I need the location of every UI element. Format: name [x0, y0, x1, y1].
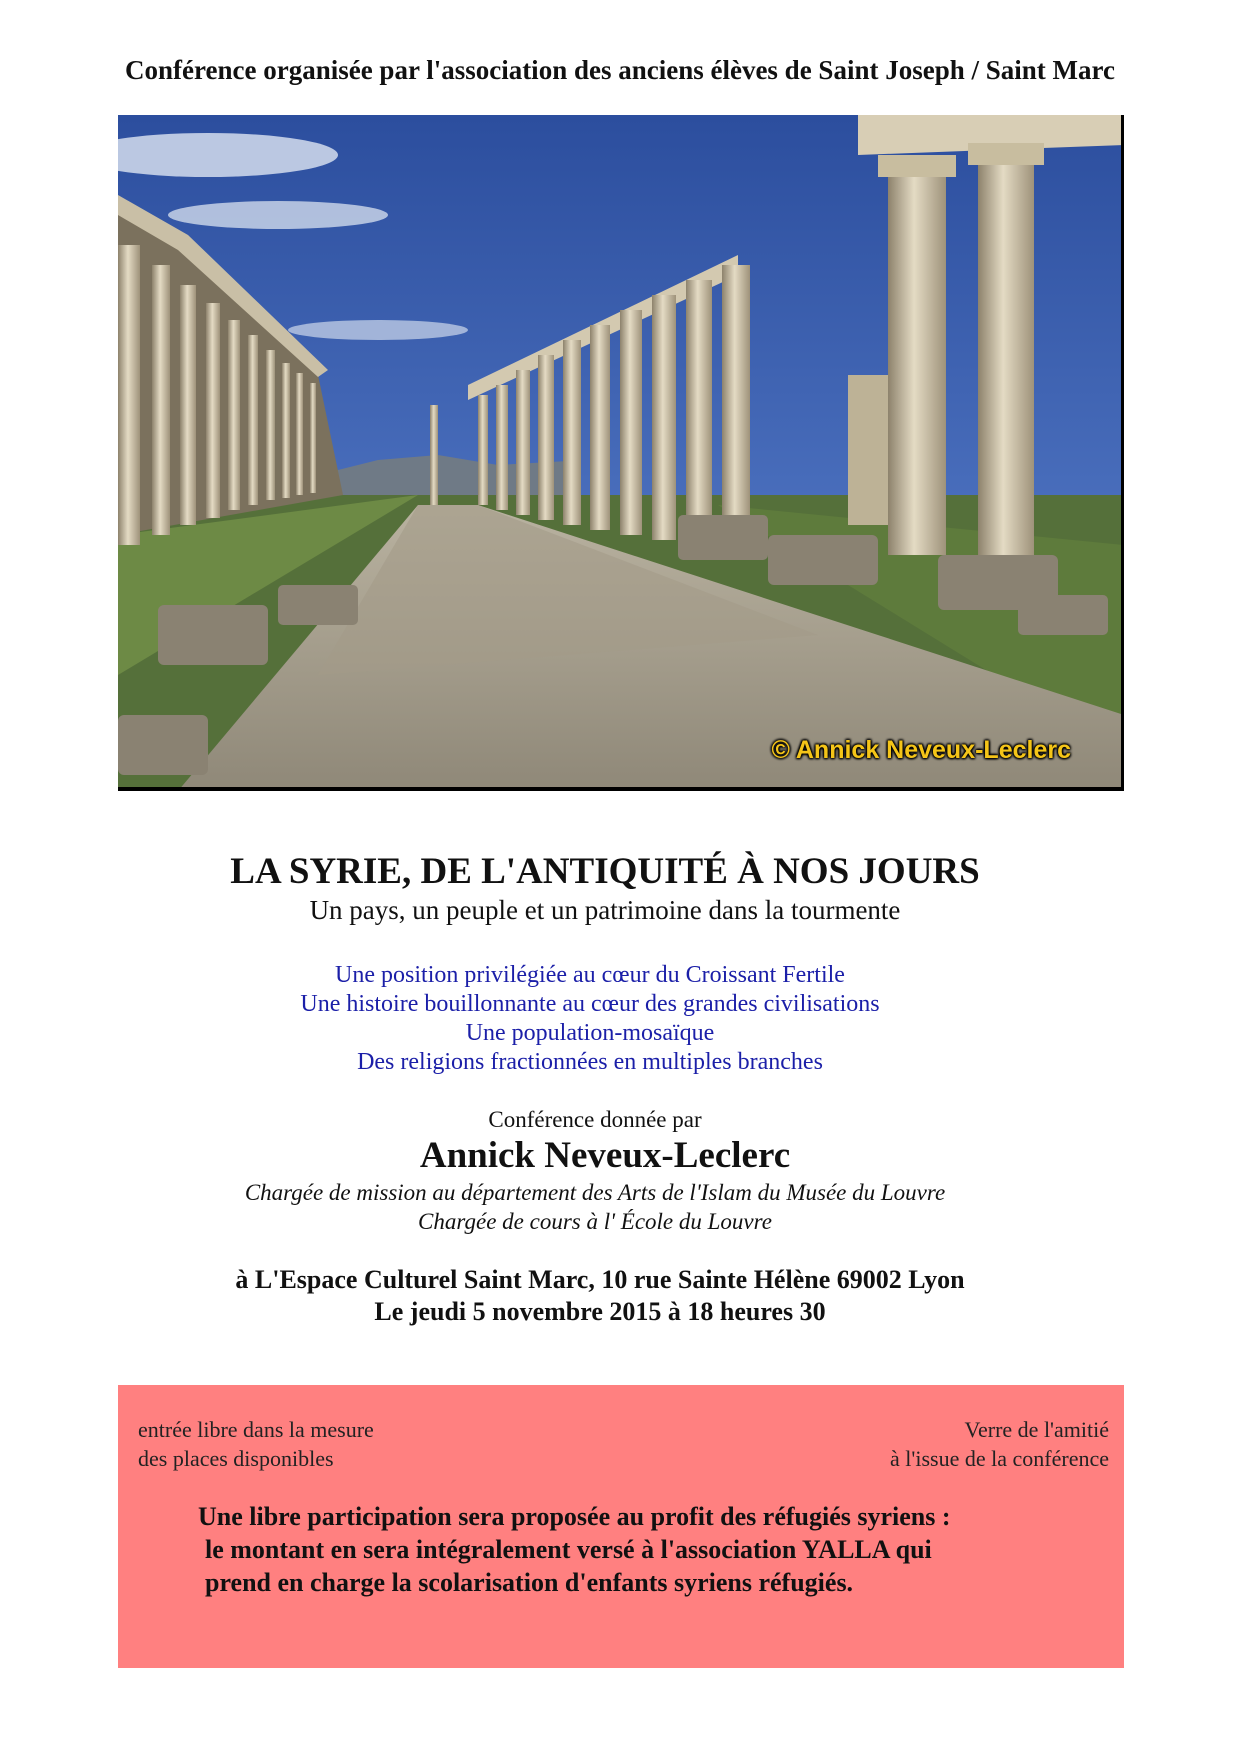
donation-note: [198, 1500, 951, 1599]
speaker-block: [0, 1106, 1190, 1236]
topic-item: Une histoire bouillonnante au cœur des grandes civilisations: [300, 991, 880, 1017]
reception-line: à l'issue de la conférence: [890, 1446, 1109, 1471]
colonnade-photo: [118, 115, 1124, 791]
topic-item: Une population-mosaïque: [465, 1020, 715, 1046]
colonnade-photo-illustration: [118, 115, 1124, 791]
subtitle: Un pays, un peuple et un patrimoine dans la tourmente: [309, 895, 901, 925]
event-datetime: Le jeudi 5 novembre 2015 à 18 heures 30: [374, 1297, 826, 1326]
topic-item: Des religions fractionnées en multiples branches: [357, 1049, 823, 1075]
donation-line: le montant en sera intégralement versé à l'association YALLA qui: [205, 1535, 932, 1564]
speaker-intro: Conférence donnée par: [488, 1107, 702, 1132]
topics-list: [0, 961, 1180, 1077]
reception-line: Verre de l'amitié: [964, 1417, 1109, 1442]
speaker-name: Annick Neveux-Leclerc: [419, 1135, 791, 1176]
topic-item: Une position privilégiée au cœur du Croissant Fertile: [335, 962, 845, 988]
admission-line: des places disponibles: [138, 1446, 334, 1471]
organizer-header: Conférence organisée par l'association des anciens élèves de Saint Joseph / Saint Marc: [125, 55, 1115, 85]
reception-info: [890, 1415, 1109, 1473]
donation-line: Une libre participation sera proposée au profit des réfugiés syriens :: [198, 1502, 951, 1531]
photo-credit: © Annick Neveux-Leclerc: [771, 736, 1071, 764]
speaker-role: Chargée de cours à l' École du Louvre: [418, 1209, 772, 1234]
admission-line: entrée libre dans la mesure: [138, 1417, 374, 1442]
venue-address: à L'Espace Culturel Saint Marc, 10 rue Sainte Hélène 69002 Lyon: [235, 1265, 965, 1294]
main-title: LA SYRIE, DE L'ANTIQUITÉ À NOS JOURS: [230, 851, 980, 892]
venue-block: [0, 1264, 1200, 1328]
info-box: [118, 1385, 1124, 1668]
speaker-role: Chargée de mission au département des Arts de l'Islam du Musée du Louvre: [244, 1180, 946, 1205]
admission-info: [138, 1415, 374, 1473]
title-block: [0, 850, 1210, 926]
donation-line: prend en charge la scolarisation d'enfants syriens réfugiés.: [205, 1568, 854, 1597]
